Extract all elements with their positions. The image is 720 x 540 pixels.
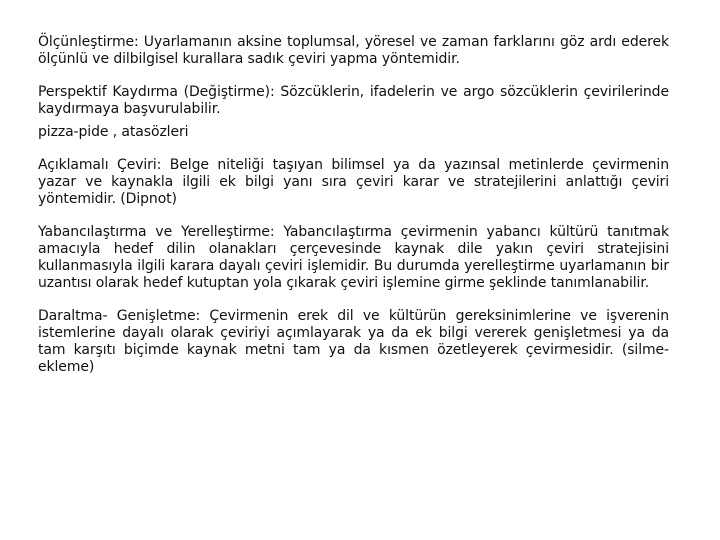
paragraph-daraltma-genisletme: Daraltma- Genişletme: Çevirmenin erek dil ve kültürün gereksinimlerine ve işverenin istemlerine dayalı olarak çeviriyi açımlayarak ya da ek bilgi vererek genişletmesi ya da tam karşıtı biçimde kaynak metni tam ya da kısmen özetleyerek çevirmesidir. (silme-ekleme) xyxy=(38,308,669,375)
paragraph-yabancilastirma: Yabancılaştırma ve Yerelleştirme: Yabancılaştırma çevirmenin yabancı kültürü tanıtmak amacıyla hedef dilin olanakları çerçevesinde kaynak dile yakın çeviri stratejisini kullanmasıyla ilgili karara dayalı çeviri işlemidir. Bu durumda yerelleştirme uyarlamanın bir uzantısı olarak hedef kutuptan yola çıkarak çeviri işlemine girme şeklinde tanımlanabilir. xyxy=(38,224,669,291)
paragraph-olcunlestirme: Ölçünleştirme: Uyarlamanın aksine toplumsal, yöresel ve zaman farklarını göz ardı ederek ölçünlü ve dilbilgisel kurallara sadık çeviri yapma yöntemidir. xyxy=(38,34,669,67)
paragraph-perspektif-kaydirma: Perspektif Kaydırma (Değiştirme): Sözcüklerin, ifadelerin ve argo sözcüklerin çevirilerinde kaydırmaya başvurulabilir. xyxy=(38,84,669,117)
document-body xyxy=(38,34,669,376)
paragraph-aciklamali-ceviri: Açıklamalı Çeviri: Belge niteliği taşıyan bilimsel ya da yazınsal metinlerde çevirmenin yazar ve kaynakla ilgili ek bilgi yanı sıra çeviri karar ve stratejilerini anlattığı çeviri yöntemidir. (Dipnot) xyxy=(38,157,669,207)
paragraph-examples: pizza-pide , atasözleri xyxy=(38,124,189,140)
